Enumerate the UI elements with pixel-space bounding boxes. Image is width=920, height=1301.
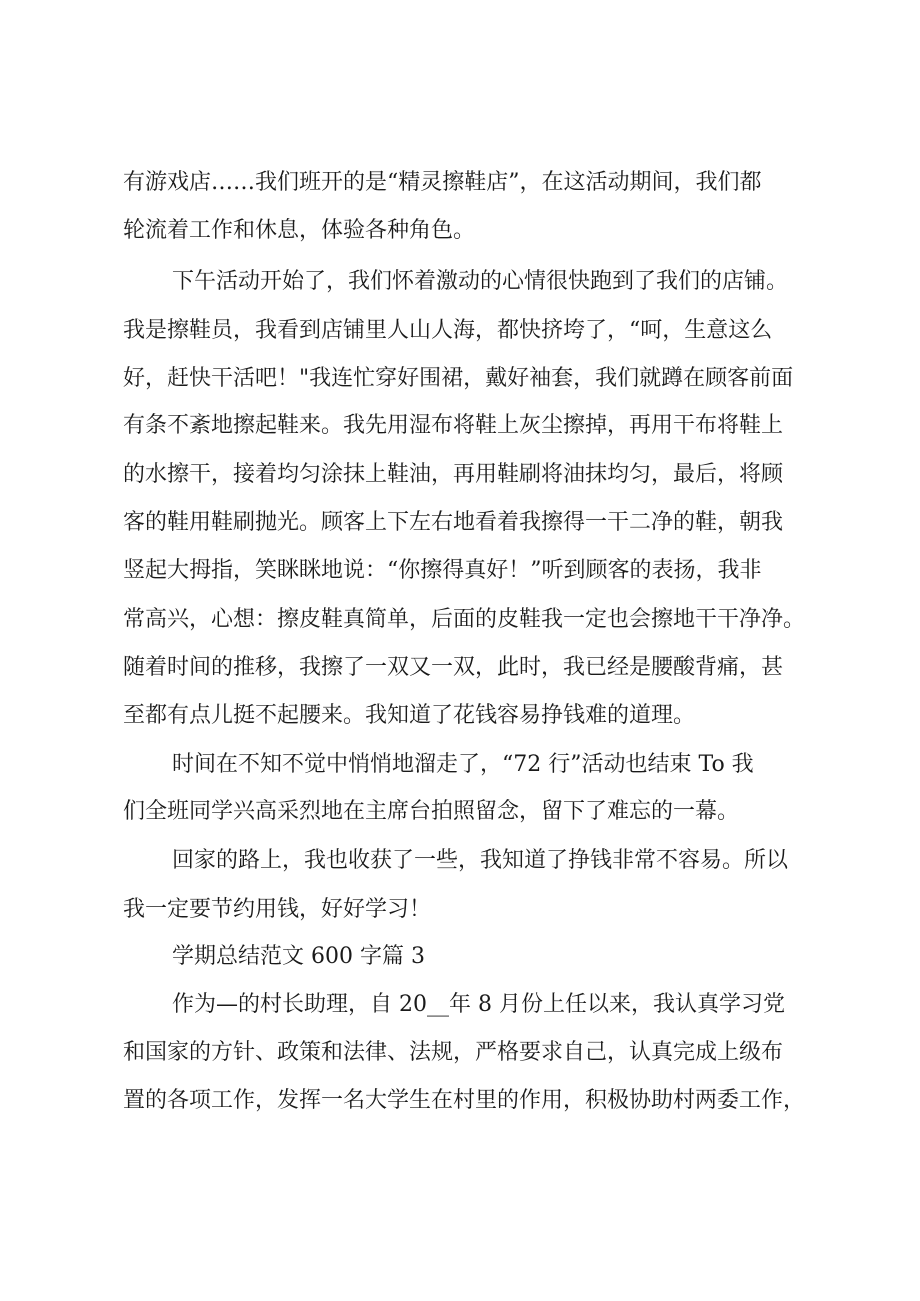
text-line: 客的鞋用鞋刷抛光。顾客上下左右地看着我擦得一干二净的鞋，朝我: [123, 510, 784, 535]
text-line: 时间在不知不觉中悄悄地溜走了，“72 行”活动也结束 To 我: [172, 752, 754, 777]
text-line: 好，赶快干活吧！"我连忙穿好围裙，戴好袖套，我们就蹲在顾客前面: [123, 366, 794, 391]
text-line: 我一定要节约用钱，好好学习！: [123, 897, 432, 922]
text-line: 们全班同学兴高采烈地在主席台拍照留念，留下了难忘的一幕。: [123, 799, 740, 824]
section-heading: 学期总结范文 600 字篇 3: [172, 944, 425, 969]
text-line: 作为—的村长助理，自 20__年 8 月份上任以来，我认真学习党: [172, 992, 785, 1017]
text-line: 有条不紊地擦起鞋来。我先用湿布将鞋上灰尘擦掉，再用干布将鞋上: [123, 413, 784, 438]
text-line: 常高兴，心想：擦皮鞋真简单，后面的皮鞋我一定也会擦地干干净净。: [123, 607, 806, 632]
text-line: 竖起大拇指，笑眯眯地说：“你擦得真好！”听到顾客的表扬，我非: [123, 558, 762, 583]
text-line: 轮流着工作和休息，体验各种角色。: [123, 218, 476, 243]
text-line: 我是擦鞋员，我看到店铺里人山人海，都快挤垮了，“呵，生意这么: [123, 318, 773, 343]
text-line: 下午活动开始了，我们怀着激动的心情很快跑到了我们的店铺。: [172, 269, 789, 294]
text-line: 和国家的方针、政策和法律、法规，严格要求自己，认真完成上级布: [123, 1040, 784, 1065]
text-line: 的水擦干，接着均匀涂抹上鞋油，再用鞋刷将油抹均匀，最后，将顾: [123, 462, 784, 487]
text-line: 有游戏店……我们班开的是“精灵擦鞋店”，在这活动期间，我们都: [123, 170, 762, 195]
text-line: 至都有点儿挺不起腰来。我知道了花钱容易挣钱难的道理。: [123, 703, 696, 728]
text-line: 随着时间的推移，我擦了一双又一双，此时，我已经是腰酸背痛，甚: [123, 655, 784, 680]
text-line: 置的各项工作，发挥一名大学生在村里的作用，积极协助村两委工作，: [123, 1088, 806, 1113]
text-line: 回家的路上，我也收获了一些，我知道了挣钱非常不容易。所以: [172, 848, 789, 873]
